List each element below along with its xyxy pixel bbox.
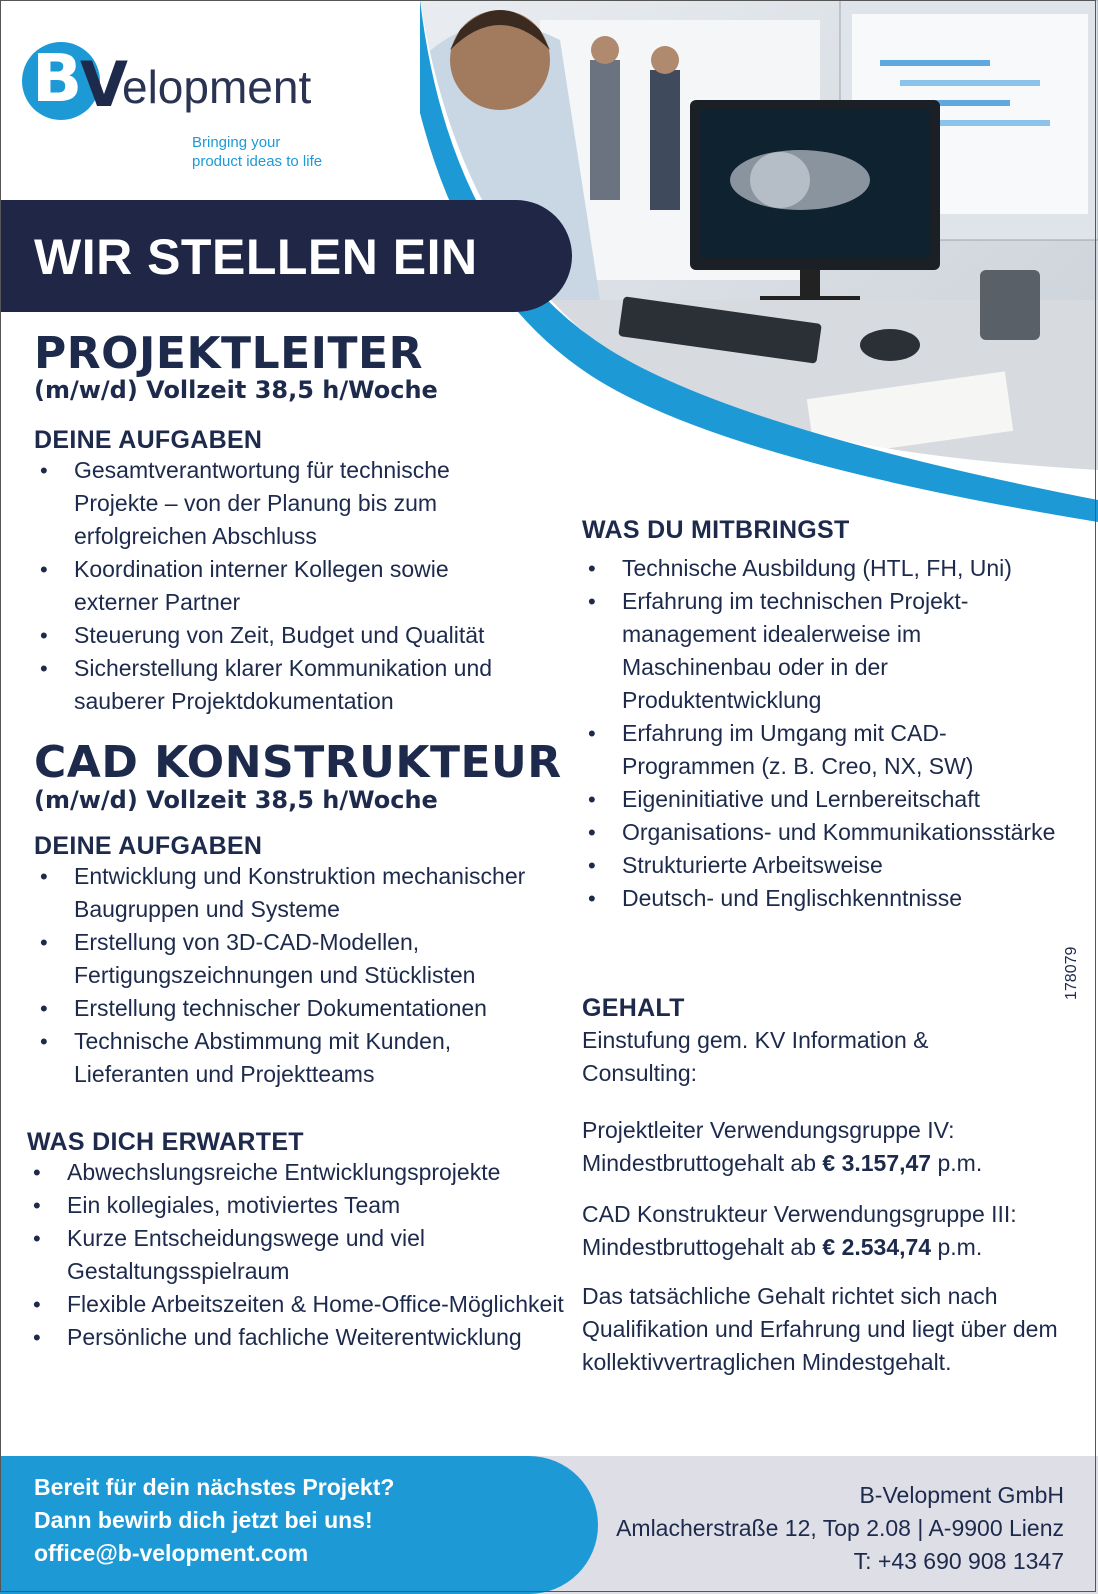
list-item: • Sicherstellung klarer Kommunikation und sauberer Projektdokumentation <box>34 652 534 718</box>
salary-cad <box>582 1198 1082 1264</box>
list-item: • Erfahrung im technischen Projekt-management idealerweise im Maschinenbau oder in der Produktentwicklung <box>582 585 1062 717</box>
list-item: • Erfahrung im Umgang mit CAD-Programmen (z. B. Creo, NX, SW) <box>582 717 1062 783</box>
job1-subtitle: (m/w/d) Vollzeit 38,5 h/Woche <box>34 376 438 404</box>
list-item: • Steuerung von Zeit, Budget und Qualität <box>34 619 534 652</box>
salary-pl-amount: € 3.157,47 <box>822 1150 932 1176</box>
job2-tasks-list <box>34 860 554 1091</box>
job2-subtitle: (m/w/d) Vollzeit 38,5 h/Woche <box>34 786 438 814</box>
list-item: • Deutsch- und Englischkenntnisse <box>582 882 1062 915</box>
email-link[interactable]: office@b-velopment.com <box>34 1540 309 1566</box>
salary-intro: Einstufung gem. KV Information & Consulting: <box>582 1027 929 1086</box>
job1-tasks-heading: DEINE AUFGABEN <box>34 426 263 454</box>
job2-title: CAD KONSTRUKTEUR <box>34 737 562 788</box>
salary-cad-line <box>582 1231 1082 1264</box>
salary-pl-line <box>582 1147 1072 1180</box>
tagline-line-2: product ideas to life <box>192 153 323 170</box>
logo-b-letter: B <box>32 40 81 117</box>
offer-heading: WAS DICH ERWARTET <box>27 1128 304 1156</box>
job2-tasks-heading: DEINE AUFGABEN <box>34 832 263 860</box>
logo-tagline <box>192 133 322 171</box>
requirements-list <box>582 552 1062 915</box>
list-item: • Koordination interner Kollegen sowie externer Partner <box>34 553 534 619</box>
list-item: • Organisations- und Kommunikationsstärke <box>582 816 1062 849</box>
list-item: • Technische Ausbildung (HTL, FH, Uni) <box>582 552 1062 585</box>
salary-pl-group: Projektleiter Verwendungsgruppe IV: <box>582 1117 955 1143</box>
job1-tasks-list <box>34 454 534 718</box>
hiring-banner <box>0 200 572 312</box>
list-item: • Eigeninitiative und Lernbereitschaft <box>582 783 1062 816</box>
salary-cad-group: CAD Konstrukteur Verwendungsgruppe III: <box>582 1201 1017 1227</box>
banner-text: WIR STELLEN EIN <box>34 229 478 285</box>
list-item: • Kurze Entscheidungswege und viel Gestaltungsspielraum <box>27 1222 572 1288</box>
list-item: • Erstellung technischer Dokumentationen <box>34 992 554 1025</box>
salary-cad-amount: € 2.534,74 <box>822 1234 932 1260</box>
salary-projektleiter <box>582 1114 1072 1180</box>
list-item: • Technische Abstimmung mit Kunden, Lieferanten und Projektteams <box>34 1025 554 1091</box>
salary-pl-suffix: p.m. <box>931 1150 983 1176</box>
job1-title: PROJEKTLEITER <box>34 328 423 379</box>
footer-cta <box>0 1456 598 1594</box>
salary-cad-suffix: p.m. <box>931 1234 983 1260</box>
company-name: B-Velopment GmbH <box>859 1482 1064 1508</box>
ad-code: 178079 <box>1063 946 1080 1000</box>
list-item: • Abwechslungsreiche Entwicklungsprojekte <box>27 1156 572 1189</box>
tagline-line-1: Bringing your <box>192 134 281 151</box>
requirements-heading: WAS DU MITBRINGST <box>582 516 850 544</box>
company-address: Amlacherstraße 12, Top 2.08 | A-9900 Lienz <box>616 1515 1064 1541</box>
list-item: • Gesamtverantwortung für technische Projekte – von der Planung bis zum erfolgreichen Abschluss <box>34 454 534 553</box>
list-item: • Strukturierte Arbeitsweise <box>582 849 1062 882</box>
salary-cad-prefix: Mindestbruttogehalt ab <box>582 1234 823 1260</box>
logo-wordmark: elopment <box>122 61 312 113</box>
offer-list <box>27 1156 572 1354</box>
cta-line-1: Bereit für dein nächstes Projekt? <box>34 1474 395 1500</box>
list-item: • Entwicklung und Konstruktion mechanischer Baugruppen und Systeme <box>34 860 554 926</box>
list-item: • Persönliche und fachliche Weiterentwicklung <box>27 1321 572 1354</box>
company-logo <box>22 38 362 128</box>
salary-heading: GEHALT <box>582 994 685 1022</box>
cta-line-2: Dann bewirb dich jetzt bei uns! <box>34 1507 373 1533</box>
company-phone: T: +43 690 908 1347 <box>853 1548 1064 1574</box>
list-item: • Erstellung von 3D-CAD-Modellen, Fertigungszeichnungen und Stücklisten <box>34 926 554 992</box>
logo-v-letter: V <box>80 48 124 121</box>
salary-note: Das tatsächliche Gehalt richtet sich nach Qualifikation und Erfahrung und liegt über dem kollektivvertraglichen Mindestgehalt. <box>582 1283 1058 1375</box>
list-item: • Flexible Arbeitszeiten & Home-Office-Möglichkeit <box>27 1288 572 1321</box>
list-item: • Ein kollegiales, motiviertes Team <box>27 1189 572 1222</box>
salary-pl-prefix: Mindestbruttogehalt ab <box>582 1150 823 1176</box>
